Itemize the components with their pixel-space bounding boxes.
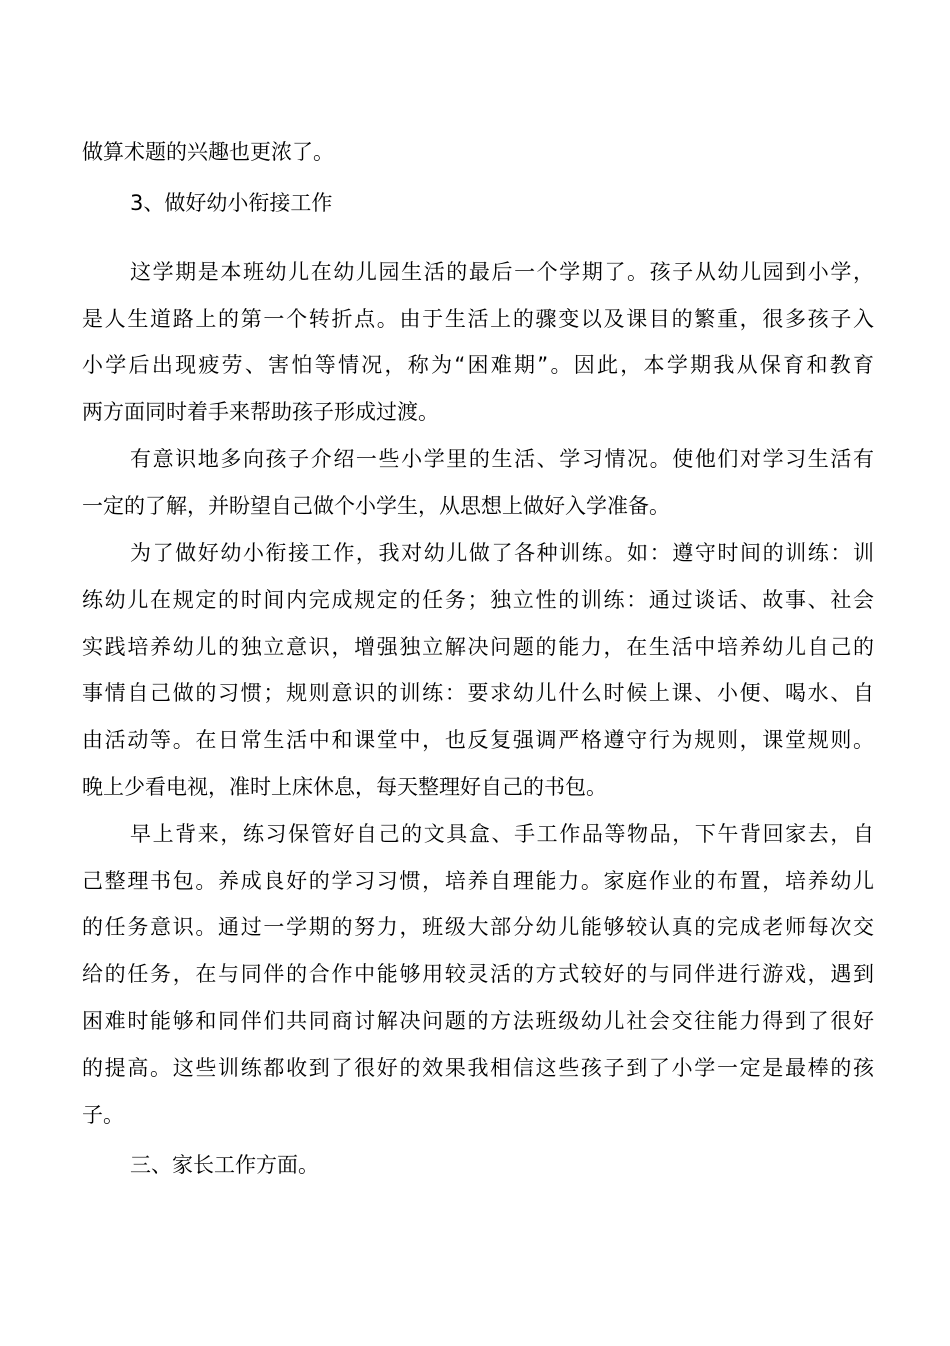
- text-line: 这学期是本班幼儿在幼儿园生活的最后一个学期了。孩子从幼儿园到小学，: [130, 260, 874, 284]
- text-line: 一定的了解，并盼望自己做个小学生，从思想上做好入学准备。: [82, 494, 670, 518]
- text-line: 晚上少看电视，准时上床休息，每天整理好自己的书包。: [82, 775, 607, 799]
- text-line: 子。: [82, 1103, 124, 1127]
- text-line: 小学后出现疲劳、害怕等情况，称为“困难期”。因此，本学期我从保育和教育: [82, 353, 874, 377]
- text-line: 的任务意识。通过一学期的努力，班级大部分幼儿能够较认真的完成老师每次交: [82, 915, 874, 939]
- text-line: 早上背来，练习保管好自己的文具盒、手工作品等物品，下午背回家去，自: [130, 822, 874, 846]
- text-line: 事情自己做的习惯；规则意识的训练：要求幼儿什么时候上课、小便、喝水、自: [82, 681, 874, 705]
- text-line: 是人生道路上的第一个转折点。由于生活上的骤变以及课目的繁重，很多孩子入: [82, 307, 874, 331]
- text-line: 困难时能够和同伴们共同商讨解决问题的方法班级幼儿社会交往能力得到了很好: [82, 1009, 874, 1033]
- text-line: 练幼儿在规定的时间内完成规定的任务；独立性的训练：通过谈话、故事、社会: [82, 588, 874, 612]
- section-heading: 3、做好幼小衔接工作: [130, 191, 333, 215]
- text-line: 的提高。这些训练都收到了很好的效果我相信这些孩子到了小学一定是最棒的孩: [82, 1056, 874, 1080]
- text-line: 有意识地多向孩子介绍一些小学里的生活、学习情况。使他们对学习生活有: [130, 447, 874, 471]
- text-line: 做算术题的兴趣也更浓了。: [82, 140, 334, 164]
- text-line: 由活动等。在日常生活中和课堂中，也反复强调严格遵守行为规则，课堂规则。: [82, 728, 874, 752]
- text-line: 给的任务，在与同伴的合作中能够用较灵活的方式较好的与同伴进行游戏，遇到: [82, 962, 874, 986]
- text-line: 两方面同时着手来帮助孩子形成过渡。: [82, 400, 439, 424]
- text-line: 实践培养幼儿的独立意识，增强独立解决问题的能力，在生活中培养幼儿自己的: [82, 635, 874, 659]
- section-heading: 三、家长工作方面。: [130, 1153, 319, 1177]
- text-line: 己整理书包。养成良好的学习习惯，培养自理能力。家庭作业的布置，培养幼儿: [82, 869, 874, 893]
- text-line: 为了做好幼小衔接工作，我对幼儿做了各种训练。如：遵守时间的训练：训: [130, 541, 874, 565]
